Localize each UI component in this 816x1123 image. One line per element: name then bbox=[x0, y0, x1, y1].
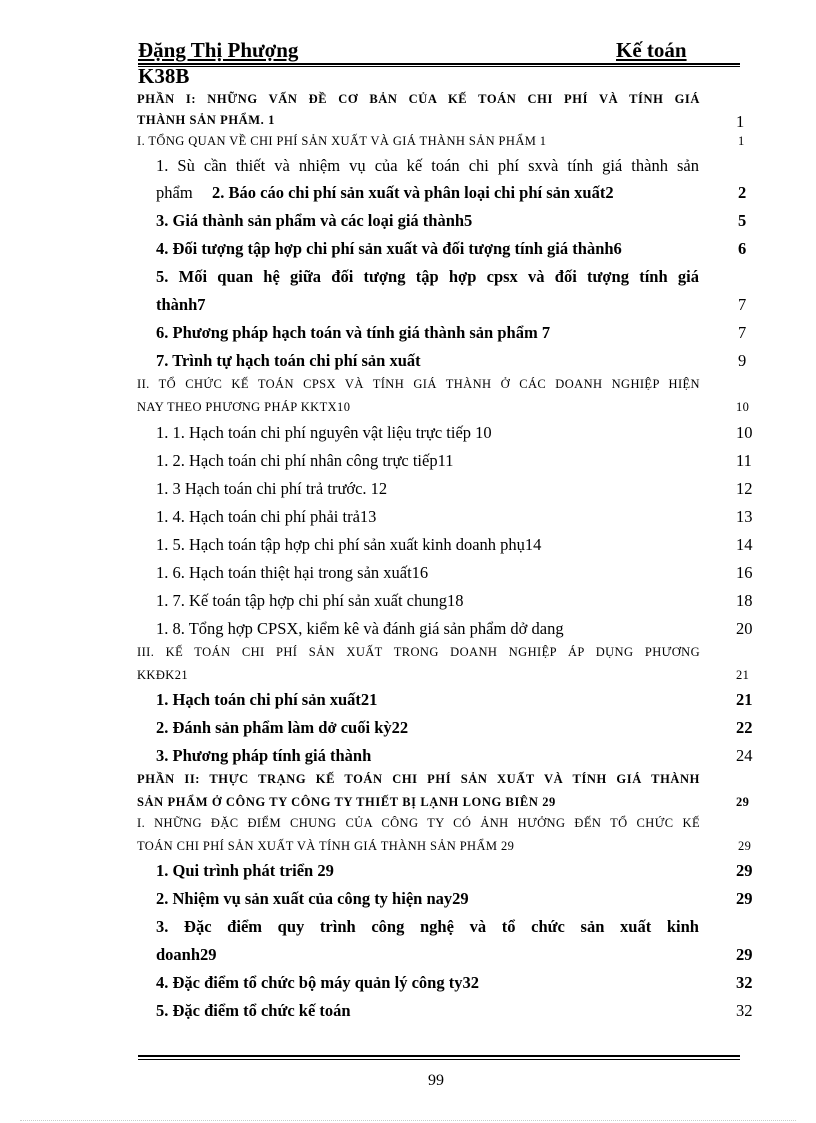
page-edge-dotted-line bbox=[20, 1120, 796, 1121]
toc-subitem-1-1-page: 10 bbox=[736, 423, 753, 442]
toc-section-1[interactable]: I. TỔNG QUAN VỀ CHI PHÍ SẢN XUẤT VÀ GIÁ THÀNH SẢN PHẨM 1 bbox=[137, 134, 547, 148]
toc-section-3-page: 21 bbox=[736, 668, 750, 682]
toc-item-4-3-page: 29 bbox=[736, 945, 753, 964]
toc-item-4-1-page: 29 bbox=[736, 861, 753, 880]
toc-item-6[interactable]: 6. Phương pháp hạch toán và tính giá thành sản phẩm 7 bbox=[156, 323, 551, 342]
footer-rule-thick bbox=[138, 1055, 740, 1057]
toc-item-4-4-page: 32 bbox=[736, 973, 753, 992]
toc-part-2-line2[interactable]: SẢN PHẨM Ở CÔNG TY CÔNG TY THIẾT BỊ LẠNH LONG BIÊN 29 bbox=[137, 795, 556, 809]
toc-subitem-1-1[interactable]: 1. 1. Hạch toán chi phí nguyên vật liệu trực tiếp 10 bbox=[156, 423, 492, 442]
toc-item-4-1[interactable]: 1. Qui trình phát triển 29 bbox=[156, 861, 334, 880]
toc-subitem-1-2-page: 11 bbox=[736, 451, 752, 470]
toc-subitem-1-4-page: 13 bbox=[736, 507, 753, 526]
toc-section-4-line1[interactable]: I. NHỮNG ĐẶC ĐIỂM CHUNG CỦA CÔNG TY CÓ ẢNH HƯỞNG ĐẾN TỔ CHỨC KẾ bbox=[137, 816, 700, 830]
toc-part-1-page: 1 bbox=[736, 112, 745, 131]
toc-item-6-page: 7 bbox=[738, 323, 747, 342]
toc-part-1-line1[interactable]: PHẦN I: NHỮNG VẤN ĐỀ CƠ BẢN CỦA KẾ TOÁN CHI PHÍ VÀ TÍNH GIÁ bbox=[137, 92, 700, 106]
toc-section-3-line1[interactable]: III. KẾ TOÁN CHI PHÍ SẢN XUẤT TRONG DOANH NGHIỆP ÁP DỤNG PHƯƠNG bbox=[137, 645, 700, 659]
toc-item-3-page: 5 bbox=[738, 211, 747, 230]
toc-item-3-1-page: 21 bbox=[736, 690, 753, 709]
toc-item-4-2[interactable]: 2. Nhiệm vụ sản xuất của công ty hiện nay29 bbox=[156, 889, 469, 908]
toc-section-2-page: 10 bbox=[736, 400, 750, 414]
toc-section-3-line2[interactable]: KKĐK21 bbox=[137, 668, 189, 682]
toc-item-3-1[interactable]: 1. Hạch toán chi phí sản xuất21 bbox=[156, 690, 378, 709]
toc-subitem-1-2[interactable]: 1. 2. Hạch toán chi phí nhân công trực tiếp11 bbox=[156, 451, 454, 470]
toc-section-2-line2[interactable]: NAY THEO PHƯƠNG PHÁP KKTX10 bbox=[137, 400, 351, 414]
toc-item-4-4[interactable]: 4. Đặc điểm tổ chức bộ máy quản lý công ty32 bbox=[156, 973, 479, 992]
toc-item-7[interactable]: 7. Trình tự hạch toán chi phí sản xuất bbox=[156, 351, 421, 370]
toc-item-4-3-line1[interactable]: 3. Đặc điểm quy trình công nghệ và tổ chức sản xuất kinh bbox=[156, 917, 699, 936]
toc-item-1-line2[interactable]: phẩm bbox=[156, 183, 193, 202]
toc-item-4[interactable]: 4. Đối tượng tập hợp chi phí sản xuất và đối tượng tính giá thành6 bbox=[156, 239, 622, 258]
toc-section-1-page: 1 bbox=[738, 134, 745, 148]
toc-subitem-1-7-page: 18 bbox=[736, 591, 753, 610]
toc-subitem-1-4[interactable]: 1. 4. Hạch toán chi phí phải trả13 bbox=[156, 507, 377, 526]
toc-subitem-1-7[interactable]: 1. 7. Kế toán tập hợp chi phí sản xuất chung18 bbox=[156, 591, 464, 610]
toc-item-5-line2[interactable]: thành7 bbox=[156, 295, 206, 314]
toc-part-1-line2[interactable]: THÀNH SẢN PHẨM. 1 bbox=[137, 113, 275, 127]
toc-subitem-1-3-page: 12 bbox=[736, 479, 753, 498]
toc-section-4-line2[interactable]: TOÁN CHI PHÍ SẢN XUẤT VÀ TÍNH GIÁ THÀNH SẢN PHẨM 29 bbox=[137, 839, 515, 853]
toc-item-4-3-line2[interactable]: doanh29 bbox=[156, 945, 217, 964]
header-author: Đặng Thị Phượng bbox=[138, 38, 299, 62]
toc-section-2-line1[interactable]: II. TỔ CHỨC KẾ TOÁN CPSX VÀ TÍNH GIÁ THÀNH Ở CÁC DOANH NGHIỆP HIỆN bbox=[137, 377, 700, 391]
toc-item-4-5[interactable]: 5. Đặc điểm tổ chức kế toán bbox=[156, 1001, 351, 1020]
toc-item-3-2[interactable]: 2. Đánh sản phẩm làm dở cuối kỳ22 bbox=[156, 718, 409, 737]
toc-subitem-1-6[interactable]: 1. 6. Hạch toán thiệt hại trong sản xuất16 bbox=[156, 563, 429, 582]
toc-part-2-line1[interactable]: PHẦN II: THỰC TRẠNG KẾ TOÁN CHI PHÍ SẢN XUẤT VÀ TÍNH GIÁ THÀNH bbox=[137, 772, 700, 786]
toc-item-3-3-page: 24 bbox=[736, 746, 753, 765]
toc-item-1-line1[interactable]: 1. Sù cần thiết và nhiệm vụ của kế toán chi phí sxvà tính giá thành sản bbox=[156, 156, 699, 175]
header-class: K38B bbox=[138, 64, 190, 88]
toc-subitem-1-8-page: 20 bbox=[736, 619, 753, 638]
toc-item-7-page: 9 bbox=[738, 351, 747, 370]
toc-item-4-page: 6 bbox=[738, 239, 747, 258]
toc-section-4-page: 29 bbox=[738, 839, 752, 853]
footer-rule-thin bbox=[138, 1059, 740, 1060]
toc-item-2[interactable]: 2. Báo cáo chi phí sản xuất và phân loại chi phí sản xuất2 bbox=[212, 183, 614, 202]
toc-subitem-1-5[interactable]: 1. 5. Hạch toán tập hợp chi phí sản xuất kinh doanh phụ14 bbox=[156, 535, 542, 554]
header-department: Kế toán bbox=[616, 38, 687, 62]
toc-part-2-page: 29 bbox=[736, 795, 750, 809]
toc-item-5-page: 7 bbox=[738, 295, 747, 314]
toc-item-3[interactable]: 3. Giá thành sản phẩm và các loại giá thành5 bbox=[156, 211, 473, 230]
toc-subitem-1-8[interactable]: 1. 8. Tổng hợp CPSX, kiểm kê và đánh giá sản phẩm dở dang bbox=[156, 619, 564, 638]
footer-page-number: 99 bbox=[428, 1072, 444, 1089]
toc-item-4-2-page: 29 bbox=[736, 889, 753, 908]
toc-item-2-page: 2 bbox=[738, 183, 747, 202]
toc-item-3-3[interactable]: 3. Phương pháp tính giá thành bbox=[156, 746, 372, 765]
toc-subitem-1-5-page: 14 bbox=[736, 535, 753, 554]
toc-item-4-5-page: 32 bbox=[736, 1001, 753, 1020]
toc-subitem-1-6-page: 16 bbox=[736, 563, 753, 582]
toc-item-5-line1[interactable]: 5. Mối quan hệ giữa đối tượng tập hợp cpsx và đối tượng tính giá bbox=[156, 267, 699, 286]
toc-subitem-1-3[interactable]: 1. 3 Hạch toán chi phí trả trước. 12 bbox=[156, 479, 388, 498]
toc-item-3-2-page: 22 bbox=[736, 718, 753, 737]
